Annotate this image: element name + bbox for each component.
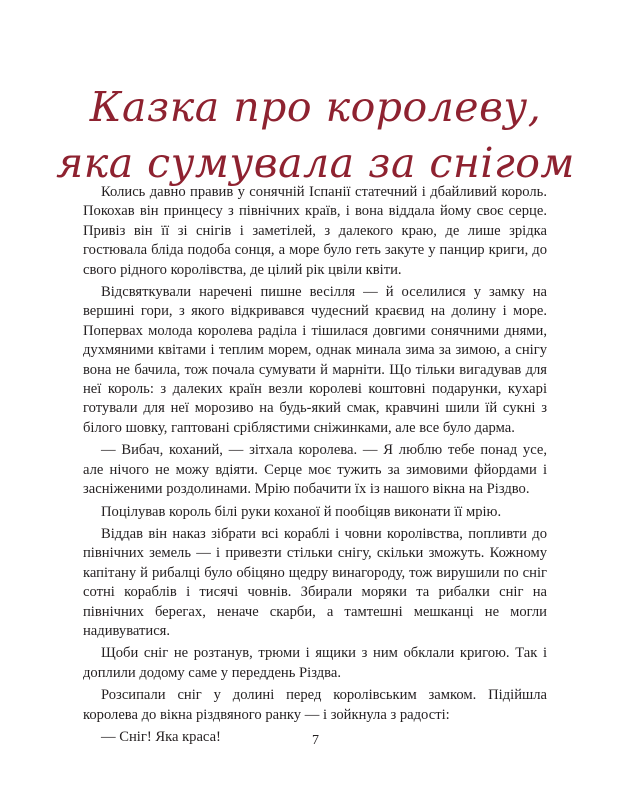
paragraph: Колись давно правив у сонячній Іспанії статечний і дбайливий король. Покохав він принцесу з північних країв, і вона віддала йому своє серце. Привіз він її зі снігів і заметілей, з далекого краю, де лише зрідка гостювала бліда подоба сонця, а море було геть закуте у панцир криги, до свого рідного королівства, де цілий рік цвіли квіти. <box>83 184 547 278</box>
story-body <box>83 183 547 750</box>
paragraph: Розсипали сніг у долині перед королівським замком. Підійшла королева до вікна різдвяного ранку — і зойкнула з радості: <box>83 687 547 723</box>
dialogue-paragraph: — Сніг! Яка краса! <box>101 728 221 745</box>
story-title-line-1: Казка про королеву, <box>89 83 542 132</box>
paragraph: Щоби сніг не розтанув, трюми і ящики з ним обклали кригою. Так і доплили додому саме у переддень Різдва. <box>83 645 547 681</box>
page-number: 7 <box>312 733 319 748</box>
story-title <box>0 79 631 191</box>
dialogue-paragraph: — Вибач, коханий, — зітхала королева. — Я люблю тебе понад усе, але нічого не можу вдіяти. Серце моє тужить за зимовими фйордами і засніженими роздолинами. Мрію побачити їх із нашого вікна на Різдво. <box>83 442 547 498</box>
story-title-line-2: яка сумувала за снігом <box>56 139 575 188</box>
paragraph: Віддав він наказ зібрати всі кораблі і човни королівства, попливти до північних земель — і привезти стільки снігу, скільки зможуть. Кожному капітану й рибалці було обіцяно щедру винагороду, тож вирушили по сніг сотні кораблів і тисячі човнів. Збирали моряки та рибалки сніг на північних берегах, неначе скарби, а тамтешні мешканці не могли надивуватися. <box>83 525 547 639</box>
paragraph: Поцілував король білі руки коханої й пообіцяв виконати її мрію. <box>101 503 502 520</box>
paragraph: Відсвяткували наречені пишне весілля — й оселилися у замку на вершині гори, з якого відкривався чудесний краєвид на долину і море. Поперваx молода королева раділа і тішилася довгими сонячними днями, духмяними квітами і теплим морем, однак минала зима за зимою, а снігу вона не бачила, тож почала сумувати й марніти. Що тільки вигадував для неї король: з далеких країн везли королеві коштовні подарунки, кухарі готували для неї морозиво на будь-який смак, кравчині шили їй сукні з білого шовку, гаптовані сріблястими сніжинками, але все було дарма. <box>83 284 547 436</box>
